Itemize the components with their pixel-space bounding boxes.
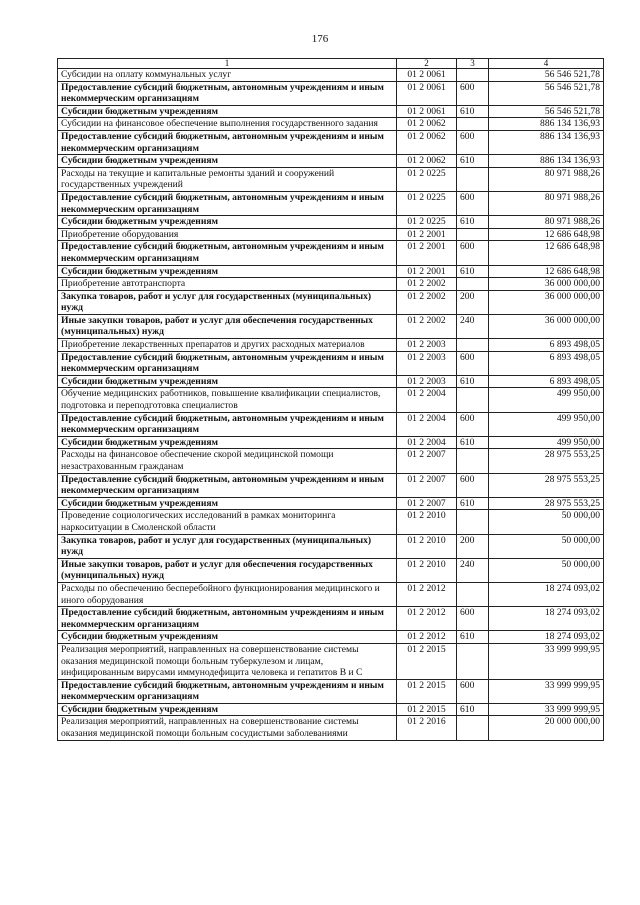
row-name-cell: Субсидии бюджетным учреждениям	[58, 631, 397, 644]
row-name-cell: Субсидии бюджетным учреждениям	[58, 105, 397, 118]
header-col-3: 3	[457, 59, 489, 69]
row-name-cell: Расходы по обеспечению бесперебойного функционирования медицинского и иного оборудования	[58, 582, 397, 606]
row-sum-cell: 18 274 093,02	[489, 582, 604, 606]
row-sum-cell: 6 893 498,05	[489, 339, 604, 352]
row-name-cell: Субсидии бюджетным учреждениям	[58, 265, 397, 278]
row-name-cell: Обучение медицинских работников, повышение квалификации специалистов, подготовка и переподготовка специалистов	[58, 388, 397, 412]
table-row	[58, 412, 604, 436]
row-code-cell: 01 2 2015	[397, 679, 457, 703]
header-col-4: 4	[489, 59, 604, 69]
row-name-cell: Субсидии бюджетным учреждениям	[58, 216, 397, 229]
table-row	[58, 278, 604, 291]
header-col-1: 1	[58, 59, 397, 69]
table-row	[58, 375, 604, 388]
row-sum-cell: 6 893 498,05	[489, 375, 604, 388]
row-sum-cell: 80 971 988,26	[489, 191, 604, 215]
row-type-cell	[457, 228, 489, 241]
table-row	[58, 558, 604, 582]
row-type-cell: 610	[457, 105, 489, 118]
row-code-cell: 01 2 2001	[397, 228, 457, 241]
row-type-cell: 240	[457, 314, 489, 338]
page-number: 176	[311, 33, 329, 45]
row-code-cell: 01 2 2004	[397, 436, 457, 449]
table-row	[58, 631, 604, 644]
row-name-cell: Реализация мероприятий, направленных на совершенствование системы оказания медицинской помощи больным туберкулезом и лицам, инфицированным вирусами иммунодефицита человека и гепатитов В и С	[58, 643, 397, 679]
row-type-cell: 600	[457, 679, 489, 703]
table-row	[58, 167, 604, 191]
row-name-cell: Закупка товаров, работ и услуг для государственных (муниципальных) нужд	[58, 290, 397, 314]
row-code-cell: 01 2 0225	[397, 167, 457, 191]
row-type-cell: 600	[457, 241, 489, 265]
row-sum-cell: 12 686 648,98	[489, 241, 604, 265]
row-code-cell: 01 2 2007	[397, 449, 457, 473]
row-code-cell: 01 2 2007	[397, 497, 457, 510]
row-code-cell: 01 2 0061	[397, 69, 457, 82]
row-type-cell: 610	[457, 436, 489, 449]
table-row	[58, 69, 604, 82]
row-name-cell: Иные закупки товаров, работ и услуг для обеспечения государственных (муниципальных) нужд	[58, 558, 397, 582]
row-name-cell: Субсидии бюджетным учреждениям	[58, 703, 397, 716]
row-type-cell	[457, 69, 489, 82]
row-name-cell: Расходы на текущие и капитальные ремонты зданий и сооружений государственных учреждений	[58, 167, 397, 191]
row-code-cell: 01 2 2015	[397, 643, 457, 679]
row-sum-cell: 33 999 999,95	[489, 643, 604, 679]
row-type-cell	[457, 582, 489, 606]
row-code-cell: 01 2 2012	[397, 607, 457, 631]
row-code-cell: 01 2 2002	[397, 278, 457, 291]
row-code-cell: 01 2 0061	[397, 105, 457, 118]
row-name-cell: Предоставление субсидий бюджетным, автономным учреждениям и иным некоммерческим организациям	[58, 412, 397, 436]
row-name-cell: Субсидии бюджетным учреждениям	[58, 375, 397, 388]
row-type-cell: 600	[457, 81, 489, 105]
row-code-cell: 01 2 2001	[397, 241, 457, 265]
row-name-cell: Предоставление субсидий бюджетным, автономным учреждениям и иным некоммерческим организациям	[58, 191, 397, 215]
row-sum-cell: 36 000 000,00	[489, 314, 604, 338]
row-sum-cell: 18 274 093,02	[489, 631, 604, 644]
table-row	[58, 703, 604, 716]
table-row	[58, 716, 604, 740]
row-name-cell: Предоставление субсидий бюджетным, автономным учреждениям и иным некоммерческим организациям	[58, 241, 397, 265]
row-type-cell: 600	[457, 191, 489, 215]
row-name-cell: Расходы на финансовое обеспечение скорой медицинской помощи незастрахованным гражданам	[58, 449, 397, 473]
table-row	[58, 228, 604, 241]
table-header-row	[58, 59, 604, 69]
row-sum-cell: 20 000 000,00	[489, 716, 604, 740]
row-type-cell	[457, 449, 489, 473]
row-type-cell: 600	[457, 412, 489, 436]
row-code-cell: 01 2 2015	[397, 703, 457, 716]
row-type-cell	[457, 510, 489, 534]
row-code-cell: 01 2 2003	[397, 339, 457, 352]
row-code-cell: 01 2 2012	[397, 582, 457, 606]
row-name-cell: Проведение социологических исследований в рамках мониторинга наркоситуации в Смоленской области	[58, 510, 397, 534]
row-type-cell	[457, 167, 489, 191]
row-type-cell: 610	[457, 631, 489, 644]
row-sum-cell: 36 000 000,00	[489, 278, 604, 291]
row-type-cell	[457, 339, 489, 352]
table-row	[58, 130, 604, 154]
row-name-cell: Иные закупки товаров, работ и услуг для обеспечения государственных (муниципальных) нужд	[58, 314, 397, 338]
row-code-cell: 01 2 2004	[397, 412, 457, 436]
header-col-2: 2	[397, 59, 457, 69]
row-sum-cell: 50 000,00	[489, 510, 604, 534]
table-row	[58, 216, 604, 229]
row-name-cell: Предоставление субсидий бюджетным, автономным учреждениям и иным некоммерческим организациям	[58, 130, 397, 154]
row-name-cell: Субсидии бюджетным учреждениям	[58, 497, 397, 510]
table-row	[58, 351, 604, 375]
row-type-cell: 200	[457, 290, 489, 314]
row-code-cell: 01 2 0225	[397, 216, 457, 229]
table-row	[58, 339, 604, 352]
table-row	[58, 81, 604, 105]
row-sum-cell: 56 546 521,78	[489, 81, 604, 105]
row-type-cell: 600	[457, 473, 489, 497]
row-type-cell	[457, 278, 489, 291]
table-row	[58, 607, 604, 631]
row-code-cell: 01 2 0225	[397, 191, 457, 215]
row-code-cell: 01 2 2010	[397, 558, 457, 582]
row-type-cell: 610	[457, 497, 489, 510]
row-type-cell: 600	[457, 351, 489, 375]
row-sum-cell: 499 950,00	[489, 388, 604, 412]
row-code-cell: 01 2 2003	[397, 351, 457, 375]
row-sum-cell: 28 975 553,25	[489, 497, 604, 510]
row-sum-cell: 36 000 000,00	[489, 290, 604, 314]
row-type-cell	[457, 643, 489, 679]
row-sum-cell: 56 546 521,78	[489, 105, 604, 118]
row-sum-cell: 33 999 999,95	[489, 703, 604, 716]
row-name-cell: Приобретение автотранспорта	[58, 278, 397, 291]
row-type-cell: 600	[457, 130, 489, 154]
table-row	[58, 497, 604, 510]
table-row	[58, 473, 604, 497]
row-sum-cell: 886 134 136,93	[489, 118, 604, 131]
row-type-cell: 600	[457, 607, 489, 631]
row-sum-cell: 80 971 988,26	[489, 167, 604, 191]
row-sum-cell: 56 546 521,78	[489, 69, 604, 82]
row-type-cell	[457, 716, 489, 740]
row-code-cell: 01 2 0062	[397, 130, 457, 154]
row-name-cell: Предоставление субсидий бюджетным, автономным учреждениям и иным некоммерческим организациям	[58, 679, 397, 703]
row-code-cell: 01 2 2001	[397, 265, 457, 278]
row-name-cell: Субсидии на финансовое обеспечение выполнения государственного задания	[58, 118, 397, 131]
row-sum-cell: 50 000,00	[489, 558, 604, 582]
row-name-cell: Предоставление субсидий бюджетным, автономным учреждениям и иным некоммерческим организациям	[58, 351, 397, 375]
row-type-cell	[457, 118, 489, 131]
row-sum-cell: 12 686 648,98	[489, 228, 604, 241]
row-type-cell: 610	[457, 265, 489, 278]
row-name-cell: Предоставление субсидий бюджетным, автономным учреждениям и иным некоммерческим организациям	[58, 607, 397, 631]
table-row	[58, 118, 604, 131]
row-type-cell: 200	[457, 534, 489, 558]
row-sum-cell: 499 950,00	[489, 436, 604, 449]
table-row	[58, 241, 604, 265]
table-row	[58, 155, 604, 168]
table-row	[58, 290, 604, 314]
row-name-cell: Приобретение лекарственных препаратов и других расходных материалов	[58, 339, 397, 352]
table-row	[58, 679, 604, 703]
row-sum-cell: 886 134 136,93	[489, 130, 604, 154]
row-sum-cell: 12 686 648,98	[489, 265, 604, 278]
row-code-cell: 01 2 2002	[397, 290, 457, 314]
row-sum-cell: 28 975 553,25	[489, 473, 604, 497]
row-sum-cell: 499 950,00	[489, 412, 604, 436]
row-name-cell: Субсидии бюджетным учреждениям	[58, 436, 397, 449]
row-sum-cell: 6 893 498,05	[489, 351, 604, 375]
row-name-cell: Субсидии на оплату коммунальных услуг	[58, 69, 397, 82]
row-sum-cell: 33 999 999,95	[489, 679, 604, 703]
table-row	[58, 510, 604, 534]
row-type-cell: 610	[457, 375, 489, 388]
row-sum-cell: 886 134 136,93	[489, 155, 604, 168]
row-sum-cell: 18 274 093,02	[489, 607, 604, 631]
row-name-cell: Предоставление субсидий бюджетным, автономным учреждениям и иным некоммерческим организациям	[58, 81, 397, 105]
row-sum-cell: 28 975 553,25	[489, 449, 604, 473]
row-type-cell: 610	[457, 216, 489, 229]
table-row	[58, 388, 604, 412]
table-row	[58, 643, 604, 679]
row-code-cell: 01 2 2004	[397, 388, 457, 412]
row-type-cell: 610	[457, 703, 489, 716]
row-name-cell: Реализация мероприятий, направленных на совершенствование системы оказания медицинской помощи больным сосудистыми заболеваниями	[58, 716, 397, 740]
row-code-cell: 01 2 0062	[397, 155, 457, 168]
row-sum-cell: 80 971 988,26	[489, 216, 604, 229]
row-name-cell: Приобретение оборудования	[58, 228, 397, 241]
table-row	[58, 265, 604, 278]
table-row	[58, 191, 604, 215]
row-code-cell: 01 2 2016	[397, 716, 457, 740]
row-code-cell: 01 2 2012	[397, 631, 457, 644]
table-row	[58, 314, 604, 338]
row-name-cell: Закупка товаров, работ и услуг для государственных (муниципальных) нужд	[58, 534, 397, 558]
table-row	[58, 534, 604, 558]
row-code-cell: 01 2 2002	[397, 314, 457, 338]
row-code-cell: 01 2 0061	[397, 81, 457, 105]
row-type-cell: 610	[457, 155, 489, 168]
table-row	[58, 105, 604, 118]
row-code-cell: 01 2 2010	[397, 534, 457, 558]
row-type-cell	[457, 388, 489, 412]
row-code-cell: 01 2 2007	[397, 473, 457, 497]
row-name-cell: Предоставление субсидий бюджетным, автономным учреждениям и иным некоммерческим организациям	[58, 473, 397, 497]
table-row	[58, 436, 604, 449]
table-row	[58, 449, 604, 473]
row-sum-cell: 50 000,00	[489, 534, 604, 558]
row-name-cell: Субсидии бюджетным учреждениям	[58, 155, 397, 168]
row-type-cell: 240	[457, 558, 489, 582]
table-body	[58, 69, 604, 741]
table-row	[58, 582, 604, 606]
row-code-cell: 01 2 2003	[397, 375, 457, 388]
budget-table	[57, 58, 604, 741]
row-code-cell: 01 2 0062	[397, 118, 457, 131]
row-code-cell: 01 2 2010	[397, 510, 457, 534]
